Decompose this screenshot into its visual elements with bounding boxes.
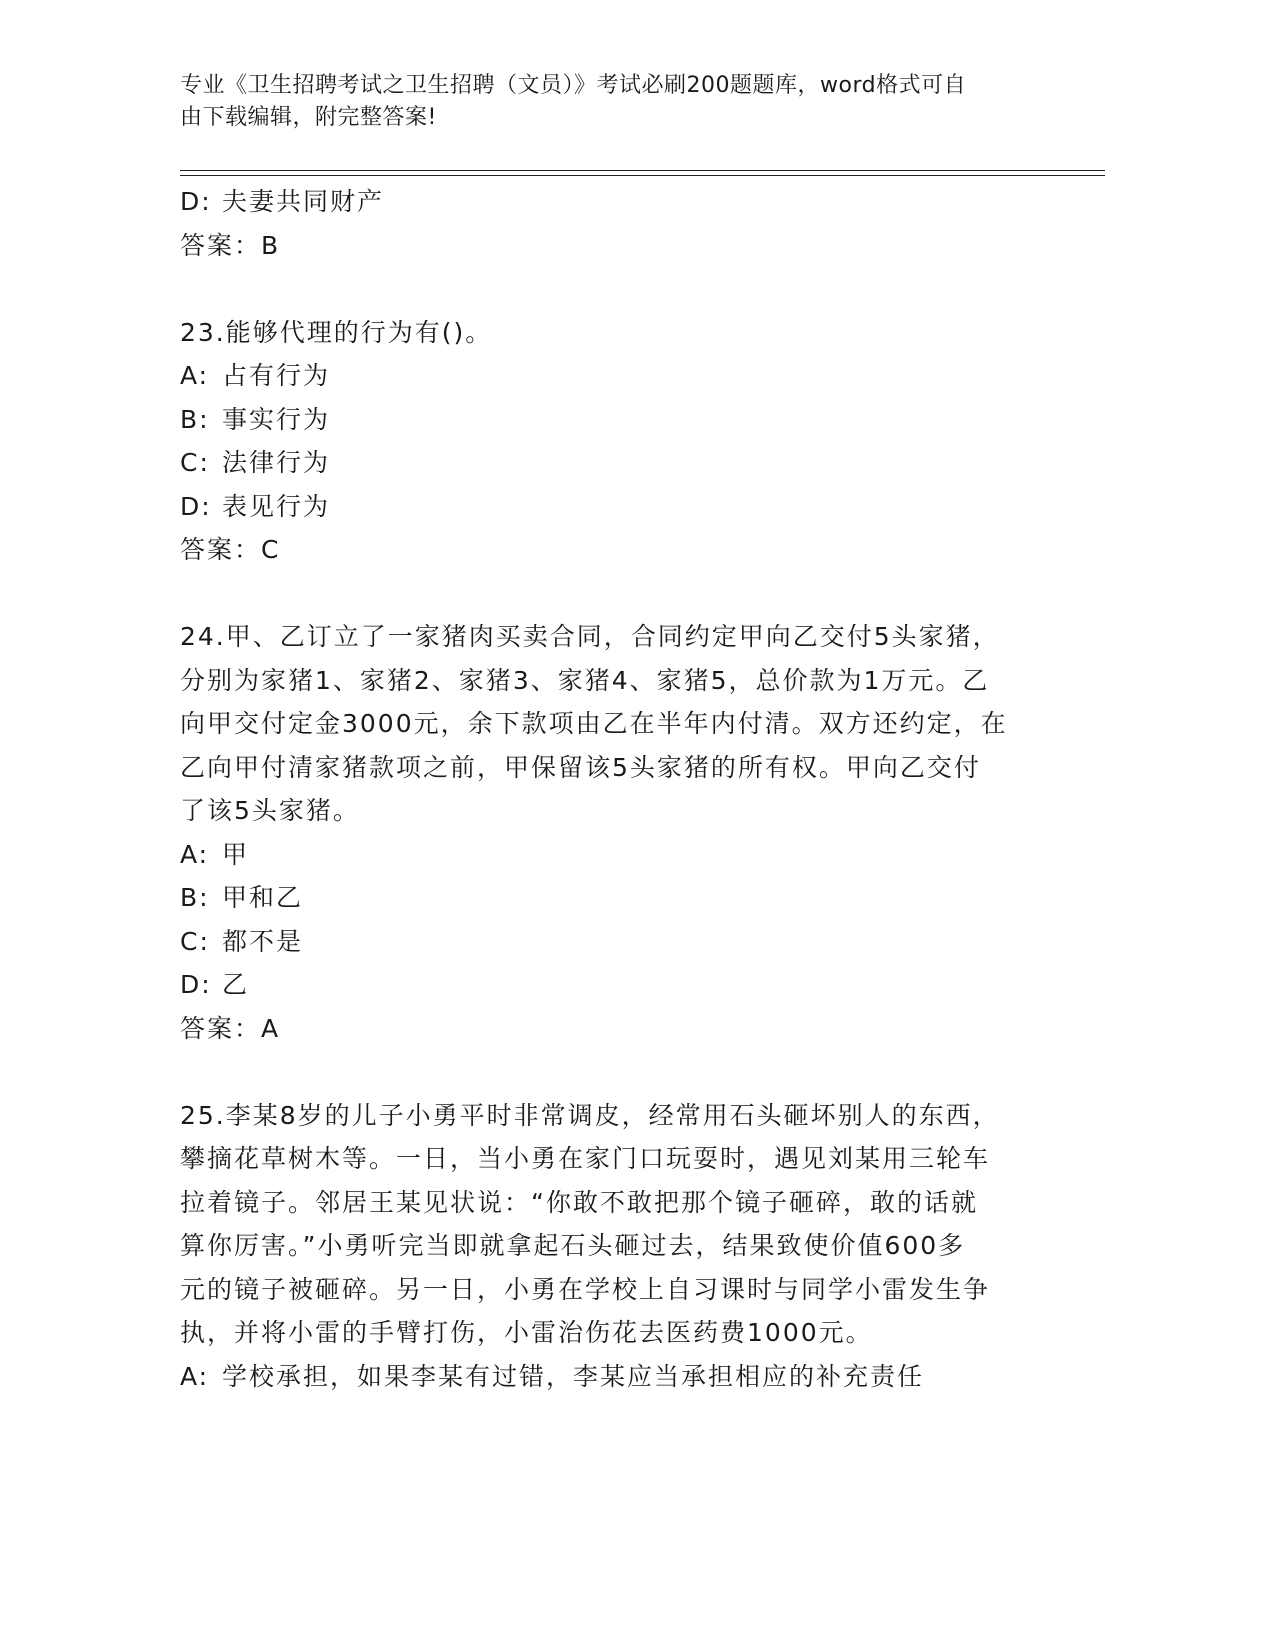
question-23-option-c xyxy=(180,441,1040,485)
question-25-stem-line: 算你厉害。”小勇听完当即就拿起石头砸过去，结果致使价值600多 xyxy=(180,1231,966,1260)
question-24-answer: 答案：A xyxy=(180,1013,281,1043)
document-header xyxy=(180,70,1030,134)
question-24-option-a xyxy=(180,833,1040,877)
question-25-option-a xyxy=(180,1355,1040,1399)
header-rule-top xyxy=(180,170,1105,171)
question-25-stem-line: 执，并将小雷的手臂打伤，小雷治伤花去医药费1000元。 xyxy=(180,1318,873,1347)
option-label: D: xyxy=(180,187,212,216)
question-23-option-a xyxy=(180,354,1040,398)
question-24-option-c xyxy=(180,920,1040,964)
option-text: 乙 xyxy=(222,970,250,999)
option-text: 甲 xyxy=(222,839,250,869)
question-24-stem-line: 24.甲、乙订立了一家猪肉买卖合同，合同约定甲向乙交付5头家猪， xyxy=(180,622,1000,651)
option-label: C: xyxy=(180,926,210,956)
spacer xyxy=(180,572,1040,616)
question-24-stem-line: 分别为家猪1、家猪2、家猪3、家猪4、家猪5，总价款为1万元。乙 xyxy=(180,665,990,695)
question-25-stem-line: 25.李某8岁的儿子小勇平时非常调皮，经常用石头砸坏别人的东西， xyxy=(180,1100,1000,1130)
question-24-stem-line: 乙向甲付清家猪款项之前，甲保留该5头家猪的所有权。甲向乙交付 xyxy=(180,752,981,782)
question-25-stem-line: 拉着镜子。邻居王某见状说：“你敢不敢把那个镜子砸碎，敢的话就 xyxy=(180,1187,978,1217)
question-24-stem-line: 了该5头家猪。 xyxy=(180,796,360,825)
option-text: 学校承担，如果李某有过错，李某应当承担相应的补充责任 xyxy=(222,1361,925,1391)
question-23-answer: 答案：C xyxy=(180,535,281,564)
option-label: D: xyxy=(180,970,212,999)
spacer xyxy=(180,267,1040,311)
question-23-option-b xyxy=(180,398,1040,442)
option-text: 表见行为 xyxy=(222,491,331,521)
question-23-option-d xyxy=(180,485,1040,529)
question-content xyxy=(180,180,1040,1398)
prev-answer: 答案：B xyxy=(180,230,281,260)
header-line-2: 由下载编辑，附完整答案! xyxy=(180,105,437,130)
option-text: 夫妻共同财产 xyxy=(222,187,385,216)
question-24-option-b xyxy=(180,876,1040,920)
header-line-1: 专业《卫生招聘考试之卫生招聘（文员）》考试必刷200题题库，word格式可自 xyxy=(180,73,967,98)
question-23-stem: 23.能够代理的行为有()。 xyxy=(180,317,493,347)
question-25-stem-line: 攀摘花草树木等。一日，当小勇在家门口玩耍时，遇见刘某用三轮车 xyxy=(180,1144,991,1173)
option-label: A: xyxy=(180,1361,210,1391)
option-label: C: xyxy=(180,448,210,477)
option-text: 法律行为 xyxy=(222,448,331,477)
question-25-stem-line: 元的镜子被砸碎。另一日，小勇在学校上自习课时与同学小雷发生争 xyxy=(180,1274,991,1304)
option-label: D: xyxy=(180,491,212,521)
option-label: B: xyxy=(180,883,210,912)
option-text: 都不是 xyxy=(222,926,304,956)
option-text: 事实行为 xyxy=(222,404,331,434)
question-24-option-d xyxy=(180,963,1040,1007)
option-label: A: xyxy=(180,361,210,390)
option-label: A: xyxy=(180,839,210,869)
option-label: B: xyxy=(180,404,210,434)
question-24-stem-line: 向甲交付定金3000元，余下款项由乙在半年内付清。双方还约定，在 xyxy=(180,709,1008,738)
option-text: 甲和乙 xyxy=(222,883,304,912)
header-rule-bottom xyxy=(180,175,1105,176)
option-text: 占有行为 xyxy=(222,361,331,390)
spacer xyxy=(180,1050,1040,1094)
prev-option-d xyxy=(180,180,1040,224)
